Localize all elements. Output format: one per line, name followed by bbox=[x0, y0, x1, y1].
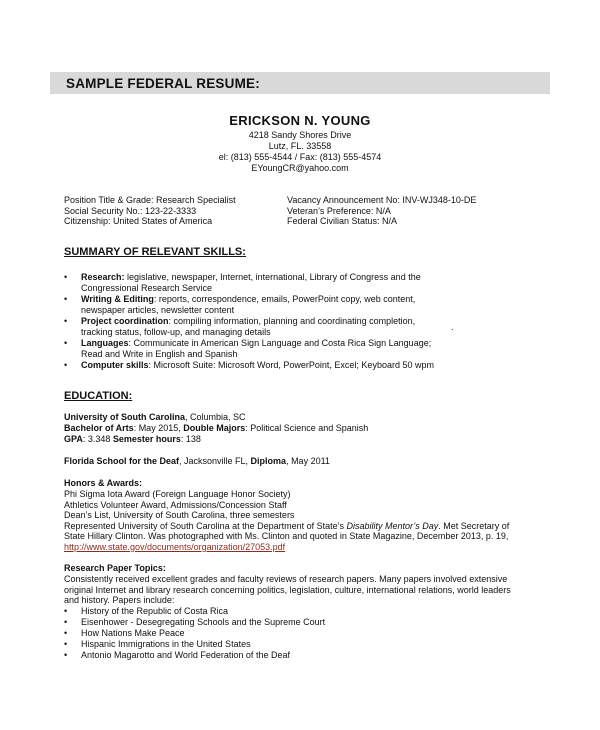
research-intro: and history. Papers include: bbox=[64, 595, 175, 605]
university-line: University of South Carolina, Columbia, SC bbox=[64, 412, 246, 422]
position-title: Position Title & Grade: Research Specialist bbox=[64, 195, 236, 205]
page-title: SAMPLE FEDERAL RESUME: bbox=[66, 76, 260, 91]
research-heading: Research Paper Topics: bbox=[64, 563, 166, 573]
representation-line-2: State Hillary Clinton. Was photographed with Ms. Clinton and quoted in State Magazine, December 2013, p. 19, bbox=[64, 531, 509, 541]
email: EYoungCR@yahoo.com bbox=[251, 163, 349, 173]
honor-item: Dean’s List, University of South Carolina, three semesters bbox=[64, 510, 295, 520]
education-heading: EDUCATION: bbox=[64, 390, 133, 402]
list-item: • Research: legislative, newspaper, Internet, international, Library of Congress and the Congressional Research Service bbox=[64, 272, 421, 293]
civilian-status: Federal Civilian Status: N/A bbox=[287, 216, 398, 226]
citizenship: Citizenship: United States of America bbox=[64, 216, 213, 226]
bullet-icon: • bbox=[64, 628, 68, 638]
list-item: • How Nations Make Peace bbox=[64, 628, 185, 638]
title-banner bbox=[50, 72, 550, 94]
bullet-icon: • bbox=[64, 617, 68, 627]
honor-item: Athletics Volunteer Award, Admissions/Concession Staff bbox=[64, 500, 287, 510]
skills-list bbox=[64, 272, 544, 371]
vacancy-announcement: Vacancy Announcement No: INV-WJ348-10-DE bbox=[287, 195, 477, 205]
state-magazine-link[interactable]: http://www.state.gov/documents/organization/27053.pdf bbox=[64, 542, 286, 552]
research-intro: Consistently received excellent grades and faculty reviews of research papers. Many papers involved extensive bbox=[64, 574, 508, 584]
bullet-icon: • bbox=[64, 360, 68, 370]
stray-mark: . bbox=[451, 322, 454, 332]
list-item: • Eisenhower - Desegregating Schools and the Supreme Court bbox=[64, 617, 326, 627]
applicant-name: ERICKSON N. YOUNG bbox=[229, 113, 371, 128]
list-item: • Project coordination: compiling information, planning and coordinating completion, tracking status, follow-up, and managing details bbox=[64, 316, 416, 337]
skills-heading: SUMMARY OF RELEVANT SKILLS: bbox=[64, 246, 246, 258]
address-line-1: 4218 Sandy Shores Drive bbox=[248, 130, 352, 140]
list-item: • Hispanic Immigrations in the United States bbox=[64, 639, 251, 649]
degree-line: Bachelor of Arts: May 2015, Double Majors: Political Science and Spanish bbox=[64, 423, 369, 433]
list-item: • Writing & Editing: reports, correspondence, emails, PowerPoint copy, web content, newspaper articles, newsletter content bbox=[64, 294, 416, 315]
bullet-icon: • bbox=[64, 639, 68, 649]
list-item: • Computer skills: Microsoft Suite: Microsoft Word, PowerPoint, Excel; Keyboard 50 wpm bbox=[64, 360, 434, 370]
bullet-icon: • bbox=[64, 338, 68, 348]
honors-heading: Honors & Awards: bbox=[64, 478, 143, 488]
representation-line: Represented University of South Carolina at the Department of State’s Disability Mentor’s Day. Met Secretary of bbox=[64, 521, 510, 531]
list-item: • History of the Republic of Costa Rica bbox=[64, 606, 229, 616]
bullet-icon: • bbox=[64, 272, 68, 282]
high-school-line: Florida School for the Deaf, Jacksonville FL, Diploma, May 2011 bbox=[64, 456, 330, 466]
list-item: • Antonio Magarotto and World Federation of the Deaf bbox=[64, 650, 290, 660]
veterans-preference: Veteran’s Preference: N/A bbox=[287, 206, 391, 216]
address-line-2: Lutz, FL. 33558 bbox=[268, 141, 332, 151]
state-magazine-link-row bbox=[64, 542, 285, 553]
list-item: • Languages: Communicate in American Sign Language and Costa Rica Sign Language; Read and Write in English and Spanish bbox=[64, 338, 432, 359]
phone-fax: el: (813) 555-4544 / Fax: (813) 555-4574 bbox=[218, 152, 382, 162]
ssn: Social Security No.: 123-22-3333 bbox=[64, 206, 197, 216]
honor-item: Phi Sigma Iota Award (Foreign Language Honor Society) bbox=[64, 489, 291, 499]
bullet-icon: • bbox=[64, 294, 68, 304]
bullet-icon: • bbox=[64, 316, 68, 326]
bullet-icon: • bbox=[64, 606, 68, 616]
research-topics-list bbox=[64, 606, 544, 661]
gpa-line: GPA: 3.348 Semester hours: 138 bbox=[64, 434, 201, 444]
bullet-icon: • bbox=[64, 650, 68, 660]
research-intro: original Internet and library research concerning politics, legislation, culture, international relations, world leaders bbox=[64, 585, 511, 595]
